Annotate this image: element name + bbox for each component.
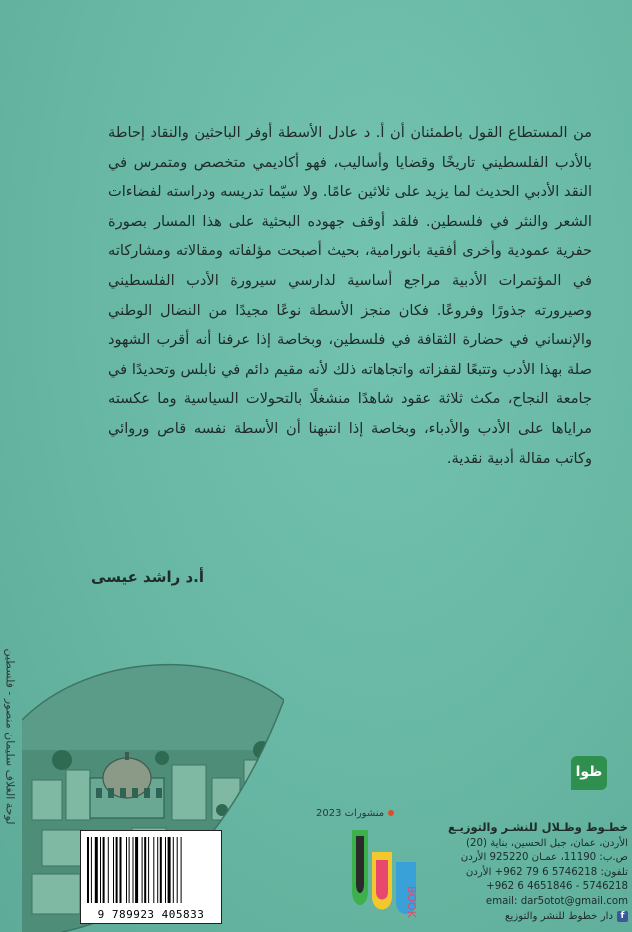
publisher-name: خطـوط وظـلال للنشـر والتوزيـع [447, 820, 628, 834]
painting-credit [0, 620, 20, 860]
publisher-facebook-text: دار خطوط للنشر والتوزيع [505, 910, 613, 922]
publisher-pobox: ص.ب: 11190، عمـان 925220 الأردن [460, 852, 628, 864]
painting-credit-text: لوحة الغلاف سليمان منصور - فلسطين [3, 648, 17, 825]
publisher-email: email: dar5otot@gmail.com [485, 895, 628, 907]
edition-dot-icon [388, 810, 394, 816]
blurb-author-signature: أ.د راشد عيسى [91, 568, 204, 586]
back-cover-blurb: من المستطاع القول باطمئنان أن أ. د عادل الأسطة أوفر الباحثين والنقاد إحاطة بالأدب الفلسطيني تاريخًا وقضايا وأساليب، فهو أكاديمي متخصص ومتمرس في النقد الأدبي الحديث لما يزيد على ثلاثين عامًا. ولا سيّما تدريسه ودراسته لفضاءات الشعر والنثر في فلسطين. فلقد أوقف جهوده البحثية على هذا المسار بصورة حفرية عمودية وأخرى أفقية بانورامية، بحيث أصبحت مؤلفاته ومقالاته ومشاركاته في المؤتمرات الأدبية مراجع أساسية لدارسي سيرورة الأدب الفلسطيني وصيرورته جذورًا وفروعًا. فكان منجز الأسطة نوعًا مجيدًا من النضال الوطني والإنساني في حضارة الثقافة في فلسطين، وبخاصة إذا عرفنا أنه أقرب الشهود صلة بهذا الأدب وتتبعًا لقفزاته واتجاهاته ذلك لأنه مقيم دائم في نابلس وتحديدًا في جامعة النجاح، مكث ثلاثة عقود شاهدًا منشغلًا بالتحولات السياسية وما عكسته مراياها على الأدب والأدباء، وبخاصة إذا انتبهنا أن الأسطة نفسه قاص وروائي وكاتب مقالة أدبية نقدية. [108, 124, 592, 467]
isbn-barcode [80, 830, 222, 924]
isbn-number: 9 789923 405833 [97, 908, 205, 921]
edition-label [316, 808, 394, 819]
series-logo: ظوا [571, 756, 607, 790]
publisher-logo-word: BOOK [405, 886, 418, 918]
publisher-address: الأردن، عمان، جبل الحسين، بناية (20) [466, 837, 628, 849]
publisher-facebook [430, 910, 628, 925]
publisher-phone-2: +962 6 4651846 - 5746218 [486, 881, 628, 893]
publisher-phone: تلفون: 5746218 6 79 962+ الأردن [465, 866, 628, 878]
publisher-info [430, 820, 628, 924]
edition-text: منشورات 2023 [316, 808, 385, 819]
publisher-logo [346, 826, 426, 922]
facebook-icon: f [617, 911, 628, 922]
